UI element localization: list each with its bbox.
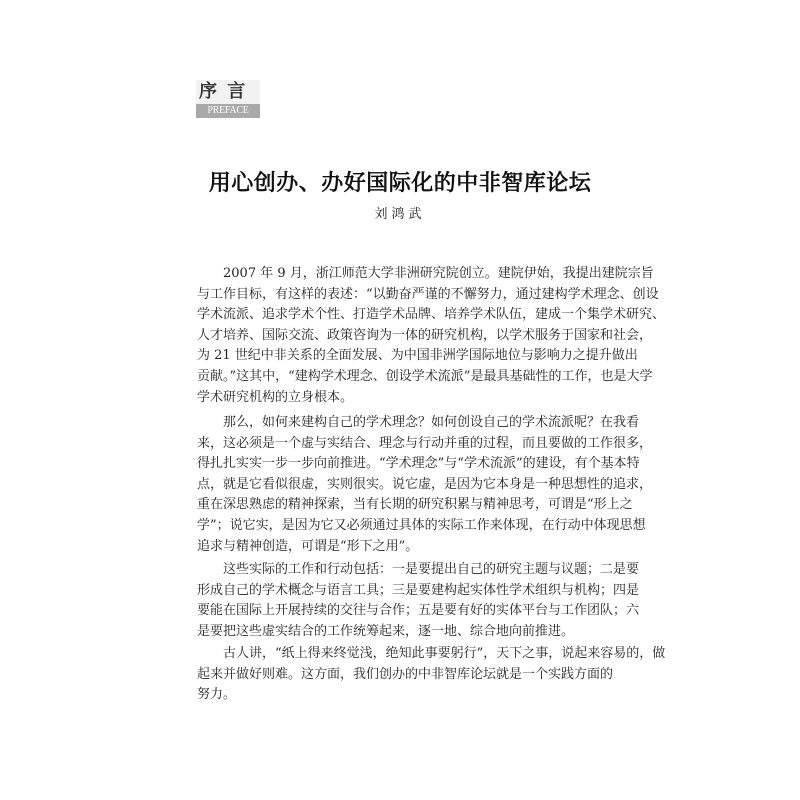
paragraph-2 xyxy=(197,413,653,557)
text-line: 古人讲，“纸上得来终觉浅，绝知此事要躬行”，天下之事，说起来容易的，做 xyxy=(223,646,666,661)
text-line: 起来并做好则难。这方面，我们创办的中非智库论坛就是一个实践方面的 xyxy=(197,666,614,682)
text-line: 贡献。”这其中，“建构学术理念、创设学术流派”是最具基础性的工作，也是大学 xyxy=(197,368,653,384)
text-line: 人才培养、国际交流、政策咨询为一体的研究机构，以学术服务于国家和社会， xyxy=(197,327,653,343)
text-line: 追求与精神创造，可谓是“形下之用”。 xyxy=(197,538,419,554)
text-line: 2007 年 9 月，浙江师范大学非洲研究院创立。建院伊始，我提出建院宗旨 xyxy=(223,266,654,281)
text-line: 点，就是它看似很虚，实则很实。说它虚，是因为它本身是一种思想性的追求， xyxy=(197,476,653,492)
text-line: 那么，如何来建构自己的学术理念？如何创设自己的学术流派呢？在我看 xyxy=(223,415,640,430)
text-line: 与工作目标，有这样的表述：“以勤奋严谨的不懈努力，通过建构学术理念、创设 xyxy=(197,286,659,302)
article-title: 用心创办、办好国际化的中非智库论坛 xyxy=(208,170,592,196)
text-line: 是要把这些虚实结合的工作统筹起来，逐一地、综合地向前推进。 xyxy=(197,623,575,639)
paragraph-3 xyxy=(197,560,640,642)
text-line: 这些实际的工作和行动包括：一是要提出自己的研究主题与议题；二是要 xyxy=(223,562,640,577)
text-line: 重在深思熟虑的精神探索，当有长期的研究积累与精神思考，可谓是“形上之 xyxy=(197,497,633,513)
text-line: 学术流派、追求学术个性、打造学术品牌、培养学术队伍，建成一个集学术研究、 xyxy=(197,307,666,323)
article-author: 刘鸿武 xyxy=(374,207,426,222)
text-line: 学术研究机构的立身根本。 xyxy=(197,389,354,405)
text-line: 要能在国际上开展持续的交往与合作；五是要有好的实体平台与工作团队；六 xyxy=(197,603,640,619)
text-line: 学”；说它实，是因为它又必须通过具体的实际工作来体现，在行动中体现思想 xyxy=(197,517,646,533)
text-line: 为 21 世纪中非关系的全面发展、为中国非洲学国际地位与影响力之提升做出 xyxy=(197,348,638,364)
text-line: 来，这必须是一个虚与实结合、理念与行动并重的过程，而且要做的工作很多， xyxy=(197,435,653,451)
preface-label-cn: 序 言 xyxy=(196,80,260,104)
preface-label-en: PREFACE xyxy=(196,104,260,118)
paragraph-4 xyxy=(197,644,666,706)
text-line: 得扎扎实实一步一步向前推进。“学术理念”与“学术流派”的建设，有个基本特 xyxy=(197,456,640,472)
text-line: 努力。 xyxy=(197,687,237,703)
paragraph-1 xyxy=(197,264,666,408)
text-line: 形成自己的学术概念与语言工具；三是要建构起实体性学术组织与机构；四是 xyxy=(197,582,640,598)
preface-badge xyxy=(196,80,260,118)
